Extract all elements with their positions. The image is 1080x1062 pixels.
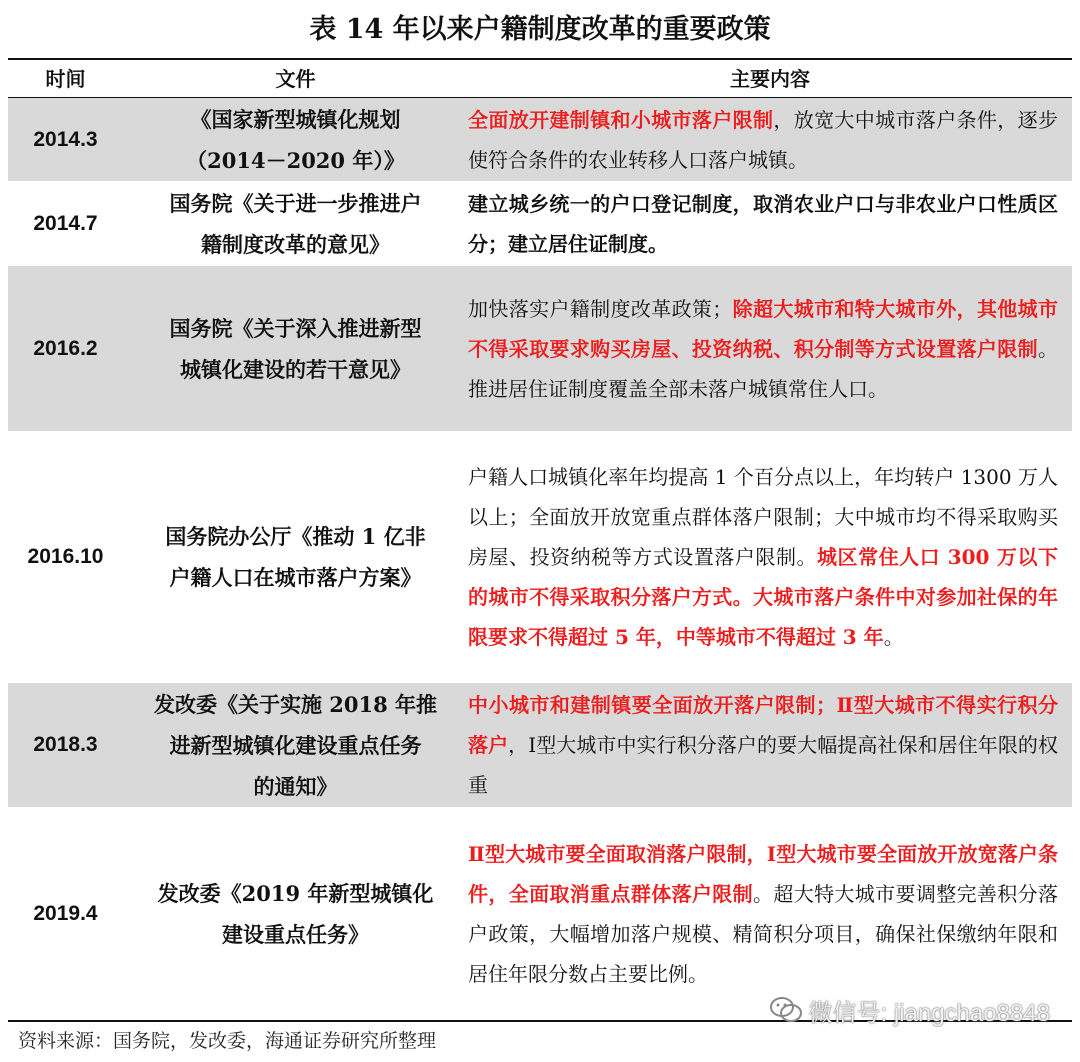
table-row	[8, 182, 1072, 266]
row-content	[468, 266, 1058, 431]
table-title: 表 14 年以来户籍制度改革的重要政策	[309, 14, 771, 45]
row-document	[123, 182, 468, 265]
source-note: 资料来源：国务院，发改委，海通证券研究所整理	[18, 1030, 437, 1052]
row-content	[468, 808, 1058, 1019]
content-text: 加快落实户籍制度改革政策；	[468, 296, 733, 321]
document-line: 发改委《2019 年新型城镇化	[157, 880, 434, 906]
header-time: 时间	[45, 67, 86, 91]
row-document	[123, 432, 468, 682]
table-header	[8, 61, 1072, 97]
content-text: 户籍人口城镇化率年均提高 1 个百分点以上，年均转户 1300 万人以上；全面放开放宽重点群体落户限制；大中城市均不得采取购买房屋、投资纳税等方式设置落户限制。	[468, 465, 1058, 569]
row-time: 2019.4	[33, 901, 98, 925]
header-content: 主要内容	[730, 67, 810, 91]
row-time: 2016.2	[33, 336, 98, 360]
watermark-text: 微信号: jiangchao8848	[808, 999, 1050, 1027]
document-line: 籍制度改革的意见》	[201, 231, 390, 257]
highlight-text: 全面放开建制镇和小城市落户限制	[468, 107, 774, 132]
table-row	[8, 98, 1072, 182]
content-text: ，Ⅰ型大城市中实行积分落户的要大幅提高社保和居住年限的权重	[468, 733, 1059, 797]
row-time: 2014.3	[33, 127, 98, 151]
row-document	[123, 98, 468, 181]
row-time: 2018.3	[33, 733, 98, 756]
document-line: 国务院《关于进一步推进户	[169, 190, 422, 216]
document-line: 国务院《关于深入推进新型	[169, 315, 422, 341]
row-document	[123, 266, 468, 431]
header-document: 文件	[275, 67, 316, 91]
content-text: 。	[883, 625, 904, 649]
content-text: 。推进居住证制度覆盖全部未落户城镇常住人口。	[468, 336, 1058, 401]
table-row	[8, 808, 1072, 1020]
content-text: ，放宽大中城市落户条件，逐步使符合条件的农业转移人口落户城镇。	[468, 107, 1059, 172]
document-line: 进新型城镇化建设重点任务	[169, 732, 422, 758]
row-time: 2014.7	[33, 211, 98, 235]
row-content	[468, 98, 1058, 181]
row-content	[468, 432, 1058, 682]
wechat-icon	[769, 995, 803, 1025]
row-content	[468, 683, 1058, 807]
table-row	[8, 683, 1072, 808]
watermark	[769, 992, 1050, 1028]
highlight-text: Ⅱ型大城市要全面取消落户限制，Ⅰ型大城市要全面放开放宽落户条件，全面取消重点群体落户限制	[468, 841, 1058, 906]
top-rule	[8, 58, 1072, 60]
document-line: 发改委《关于实施 2018 年推	[153, 691, 438, 717]
content-text: 。超大特大城市要调整完善积分落户政策，大幅增加落户规模、精简积分项目，确保社保缴纳年限和居住年限分数占主要比例。	[468, 881, 1058, 986]
document-line: 户籍人口在城市落户方案》	[169, 565, 422, 590]
highlight-text: 城区常住人口 300 万以下的城市不得采取积分落户方式。大城市落户条件中对参加社保的年限要求不得超过 5 年，中等城市不得超过 3 年	[468, 545, 1058, 649]
highlight-text: 中小城市和建制镇要全面放开落户限制；Ⅱ型大城市不得实行积分落户	[468, 693, 1058, 757]
document-line: 城镇化建设的若干意见》	[180, 356, 411, 382]
row-document	[123, 808, 468, 1019]
row-document	[123, 683, 468, 807]
row-time: 2016.10	[27, 545, 104, 568]
document-line: 的通知》	[253, 773, 338, 799]
row-content	[468, 182, 1058, 265]
document-line: 建设重点任务》	[221, 921, 369, 947]
table-row	[8, 266, 1072, 432]
document-line: （2014－2020 年）》	[186, 147, 405, 173]
document-line: 《国家新型城镇化规划	[190, 106, 401, 132]
document-line: 国务院办公厅《推动 1 亿非	[165, 524, 426, 549]
highlight-text: 除超大城市和特大城市外，其他城市不得采取要求购买房屋、投资纳税、积分制等方式设置落户限制	[468, 296, 1059, 361]
content-text: 建立城乡统一的户口登记制度，取消农业户口与非农业户口性质区分；建立居住证制度。	[468, 191, 1058, 256]
table-row	[8, 432, 1072, 683]
